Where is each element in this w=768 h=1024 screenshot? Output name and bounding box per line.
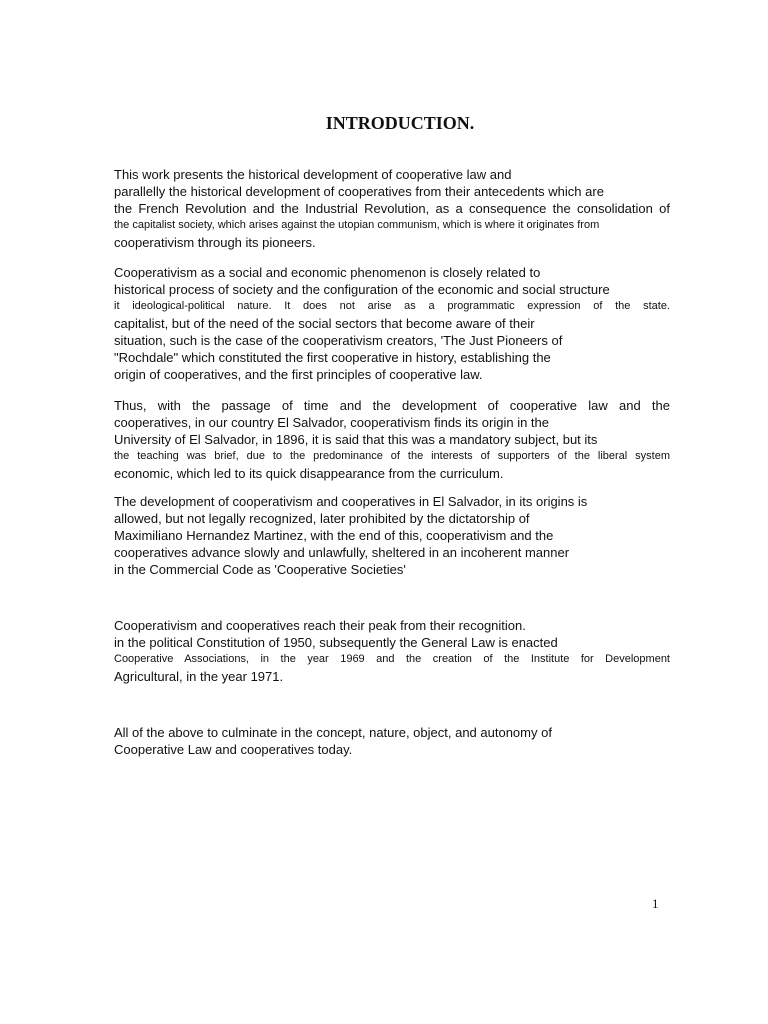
text-line: capitalist, but of the need of the social sectors that become aware of their — [114, 316, 535, 331]
text-line: Cooperativism as a social and economic phenomenon is closely related to — [114, 265, 541, 280]
text-line: University of El Salvador, in 1896, it is said that this was a mandatory subject, but its — [114, 432, 598, 447]
text-line: situation, such is the case of the cooperativism creators, 'The Just Pioneers of — [114, 333, 563, 348]
text-line: cooperativism through its pioneers. — [114, 235, 316, 250]
text-line: parallelly the historical development of cooperatives from their antecedents which are — [114, 184, 604, 199]
text-line: historical process of society and the configuration of the economic and social structure — [114, 282, 610, 297]
paragraph-6 — [114, 724, 670, 758]
text-line: Agricultural, in the year 1971. — [114, 669, 284, 684]
text-line: Cooperative Associations, in the year 1969 and the creation of the Institute for Development — [114, 653, 670, 665]
page-title: INTRODUCTION. — [325, 113, 475, 133]
text-line: the capitalist society, which arises against the utopian communism, which is where it originates from — [114, 219, 600, 231]
paragraph-5 — [114, 617, 670, 685]
text-line: The development of cooperativism and cooperatives in El Salvador, in its origins is — [114, 494, 588, 509]
text-line: the French Revolution and the Industrial Revolution, as a consequence the consolidation of — [114, 201, 670, 216]
text-line: All of the above to culminate in the concept, nature, object, and autonomy of — [114, 725, 552, 740]
paragraph-4 — [114, 493, 670, 578]
text-line: allowed, but not legally recognized, later prohibited by the dictatorship of — [114, 511, 530, 526]
text-line: it ideological-political nature. It does not arise as a programmatic expression of the state. — [114, 300, 670, 312]
text-line: Cooperative Law and cooperatives today. — [114, 742, 353, 757]
text-line: "Rochdale" which constituted the first cooperative in history, establishing the — [114, 350, 551, 365]
text-line: cooperatives, in our country El Salvador, cooperativism finds its origin in the — [114, 415, 549, 430]
text-line: Maximiliano Hernandez Martinez, with the end of this, cooperativism and the — [114, 528, 554, 543]
paragraph-1 — [114, 166, 670, 251]
paragraph-3 — [114, 397, 670, 482]
text-line: origin of cooperatives, and the first principles of cooperative law. — [114, 367, 483, 382]
text-line: Thus, with the passage of time and the development of cooperative law and the — [114, 398, 670, 413]
text-line: cooperatives advance slowly and unlawfully, sheltered in an incoherent manner — [114, 545, 570, 560]
text-line: in the political Constitution of 1950, subsequently the General Law is enacted — [114, 635, 558, 650]
text-line: Cooperativism and cooperatives reach their peak from their recognition. — [114, 618, 526, 633]
paragraph-2 — [114, 264, 670, 383]
text-line: economic, which led to its quick disappearance from the curriculum. — [114, 466, 504, 481]
text-line: the teaching was brief, due to the predominance of the interests of supporters of the liberal system — [114, 450, 670, 462]
text-line: in the Commercial Code as 'Cooperative Societies' — [114, 562, 406, 577]
page-number: 1 — [652, 896, 659, 911]
text-line: This work presents the historical development of cooperative law and — [114, 167, 512, 182]
